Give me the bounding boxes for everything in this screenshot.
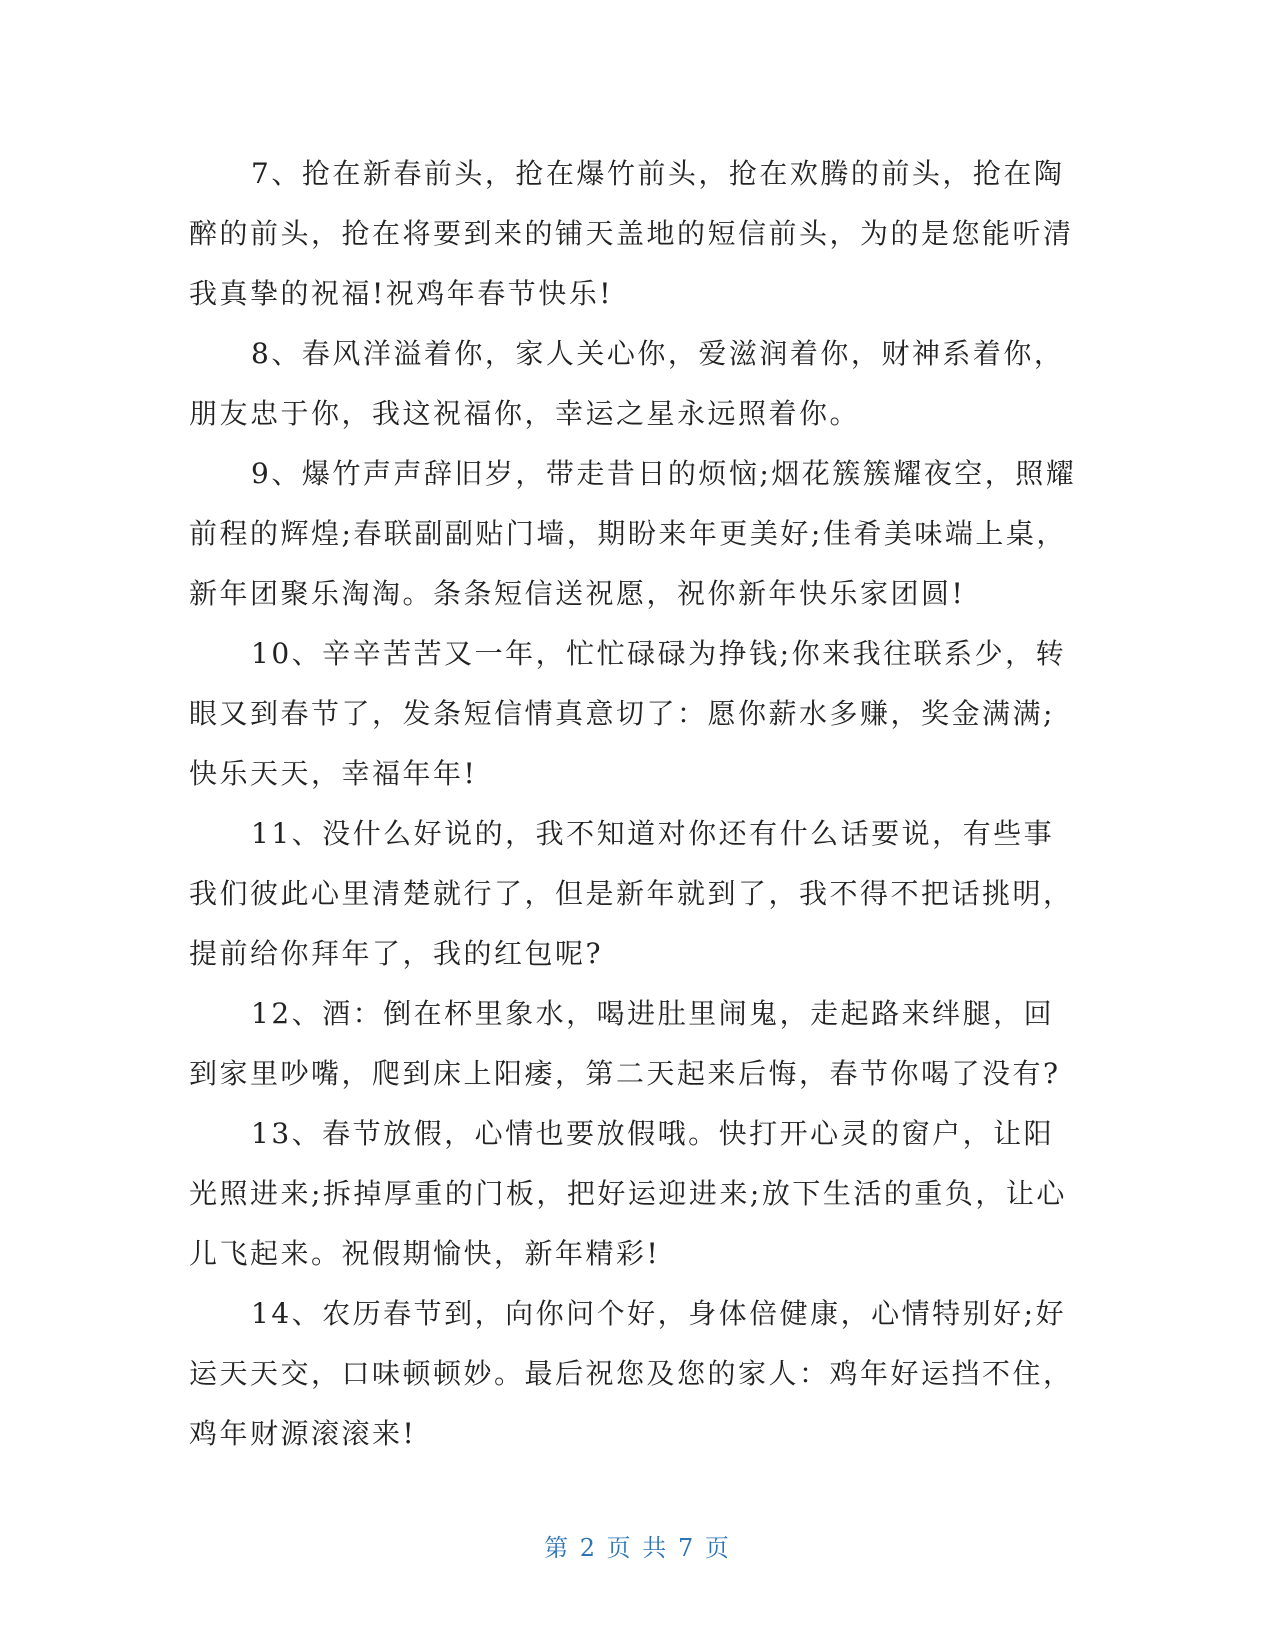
page-number-label: 第 2 页 共 7 页 — [544, 1534, 731, 1562]
paragraph-11: 11、没什么好说的，我不知道对你还有什么话要说，有些事我们彼此心里清楚就行了，但是新年就到了，我不得不把话挑明，提前给你拜年了，我的红包呢? — [189, 817, 1074, 970]
paragraph-10: 10、辛辛苦苦又一年，忙忙碌碌为挣钱;你来我往联系少，转眼又到春节了，发条短信情真意切了：愿你薪水多赚，奖金满满;快乐天天，幸福年年! — [189, 637, 1067, 790]
paragraph-13: 13、春节放假，心情也要放假哦。快打开心灵的窗户，让阳光照进来;拆掉厚重的门板，把好运迎进来;放下生活的重负，让心儿飞起来。祝假期愉快，新年精彩! — [189, 1117, 1067, 1270]
paragraph-8: 8、春风洋溢着你，家人关心你，爱滋润着你，财神系着你，朋友忠于你，我这祝福你，幸运之星永远照着你。 — [189, 337, 1065, 430]
paragraph-9: 9、爆竹声声辞旧岁，带走昔日的烦恼;烟花簇簇耀夜空，照耀前程的辉煌;春联副副贴门墙，期盼来年更美好;佳肴美味端上桌，新年团聚乐淘淘。条条短信送祝愿，祝你新年快乐家团圆! — [189, 457, 1077, 610]
paragraph-7: 7、抢在新春前头，抢在爆竹前头，抢在欢腾的前头，抢在陶醉的前头，抢在将要到来的铺天盖地的短信前头，为的是您能听清我真挚的祝福!祝鸡年春节快乐! — [189, 157, 1074, 310]
paragraph-14: 14、农历春节到，向你问个好，身体倍健康，心情特别好;好运天天交，口味顿顿妙。最后祝您及您的家人：鸡年好运挡不住，鸡年财源滚滚来! — [189, 1297, 1074, 1450]
paragraph-12: 12、酒：倒在杯里象水，喝进肚里闹鬼，走起路来绊腿，回到家里吵嘴，爬到床上阳痿，第二天起来后悔，春节你喝了没有? — [189, 997, 1061, 1090]
document-body — [189, 144, 1081, 1464]
page-footer — [0, 1532, 1275, 1564]
